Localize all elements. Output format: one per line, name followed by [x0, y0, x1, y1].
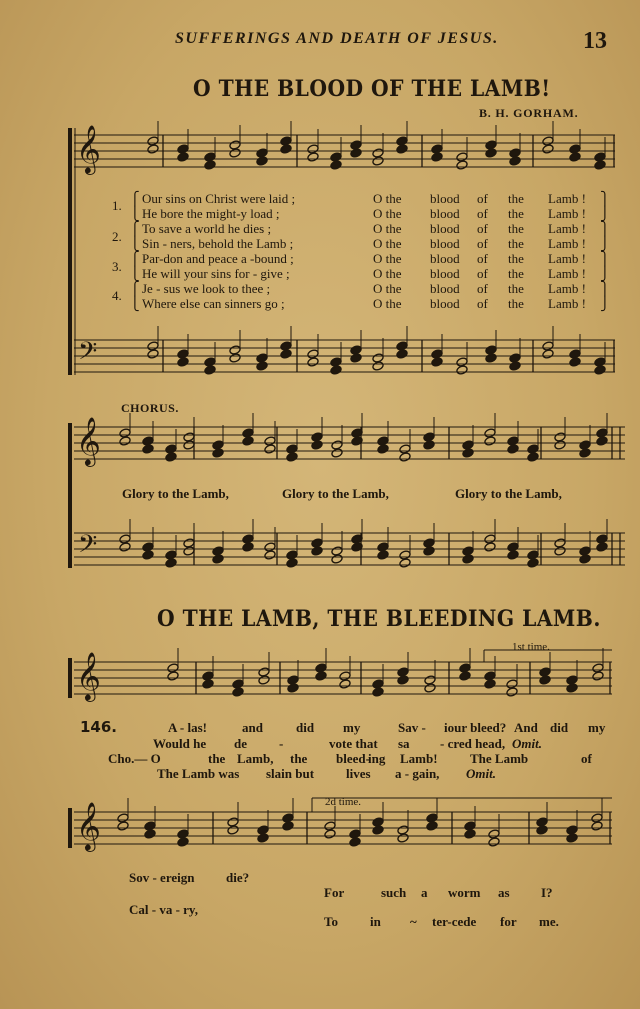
note — [315, 671, 327, 681]
chorus-lyric: Glory to the Lamb, — [122, 486, 229, 501]
first-time-label: 1st time. — [512, 641, 550, 653]
note — [527, 452, 539, 462]
note — [330, 160, 342, 170]
note — [242, 542, 254, 552]
note — [311, 440, 323, 450]
hymn2-end-lyric: such — [381, 885, 407, 900]
note — [144, 829, 156, 839]
refrain-word: of — [477, 236, 488, 251]
hymn2-end-lyric: as — [498, 885, 510, 900]
note — [372, 361, 384, 371]
note — [579, 448, 591, 458]
note — [229, 353, 241, 363]
note — [282, 821, 294, 831]
note — [569, 357, 581, 367]
note — [242, 436, 254, 446]
note — [142, 444, 154, 454]
hymn2-lyric: And — [514, 720, 538, 735]
hymn2-lyric: the — [208, 751, 226, 766]
note — [280, 349, 292, 359]
hymn2-end-lyric: For — [324, 885, 345, 900]
note — [350, 148, 362, 158]
note — [204, 160, 216, 170]
verse-brace: ⎩ — [130, 236, 140, 251]
refrain-word: blood — [430, 281, 460, 296]
note — [147, 144, 159, 154]
refrain-word: O the — [373, 266, 402, 281]
hymn2-lyric: sa — [398, 736, 410, 751]
hymn1-title: O THE BLOOD OF THE LAMB! — [193, 76, 551, 102]
refrain-word: Lamb ! — [548, 236, 586, 251]
note — [212, 448, 224, 458]
hymn2-lyric: - cred head, — [440, 736, 506, 751]
note — [506, 687, 518, 697]
hymn2-end-lyric: die? — [226, 870, 250, 885]
note — [227, 825, 239, 835]
hymn2-lyric: and — [242, 720, 263, 735]
bass-clef: 𝄢 — [78, 530, 98, 565]
verse-brace: ⎫ — [600, 221, 610, 236]
verse-number: 1. — [112, 198, 122, 213]
section-title: SUFFERINGS AND DEATH OF JESUS. — [175, 30, 499, 47]
note — [397, 833, 409, 843]
note — [423, 546, 435, 556]
note — [596, 436, 608, 446]
hymn2-lyric: Lamb! — [400, 751, 438, 766]
verse-line: He will your sins for - give ; — [142, 266, 290, 281]
note — [397, 675, 409, 685]
refrain-word: Lamb ! — [548, 296, 586, 311]
note — [330, 365, 342, 375]
refrain-word: Lamb ! — [548, 251, 586, 266]
hymn2-end-lyric: ~ — [410, 914, 417, 929]
note — [165, 558, 177, 568]
refrain-word: the — [508, 251, 524, 266]
note — [423, 440, 435, 450]
note — [372, 687, 384, 697]
note — [287, 683, 299, 693]
note — [183, 546, 195, 556]
hymn2-lyric: The Lamb was — [157, 766, 240, 781]
note — [594, 365, 606, 375]
note — [507, 550, 519, 560]
note — [256, 156, 268, 166]
bass-clef: 𝄢 — [78, 337, 98, 372]
note — [509, 156, 521, 166]
verse-line: Sin - ners, behold the Lamb ; — [142, 236, 294, 251]
note — [464, 829, 476, 839]
note — [339, 679, 351, 689]
refrain-word: O the — [373, 206, 402, 221]
refrain-word: of — [477, 296, 488, 311]
note — [456, 160, 468, 170]
note — [377, 444, 389, 454]
note — [594, 160, 606, 170]
note — [509, 361, 521, 371]
treble-clef: 𝄞 — [76, 124, 101, 173]
note — [569, 152, 581, 162]
hymn2-lyric: of — [581, 751, 592, 766]
verse-line: He bore the might-y load ; — [142, 206, 280, 221]
hymn2-end-lyric: Cal - va - ry, — [129, 902, 198, 917]
note — [396, 144, 408, 154]
refrain-word: blood — [430, 191, 460, 206]
note — [488, 837, 500, 847]
treble-clef: 𝄞 — [76, 651, 101, 700]
refrain-word: O the — [373, 251, 402, 266]
verse-line: Where else can sinners go ; — [142, 296, 285, 311]
note — [426, 821, 438, 831]
refrain-word: O the — [373, 221, 402, 236]
note — [396, 349, 408, 359]
hymn2-lyric: slain but — [266, 766, 315, 781]
hymn2-lyric: a - gain, — [395, 766, 440, 781]
hymn2-lyric: did — [550, 720, 569, 735]
hymn2-lyric: Cho.— O — [108, 751, 161, 766]
refrain-word: O the — [373, 296, 402, 311]
verse-brace: ⎫ — [600, 281, 610, 296]
hymn2-lyric: de — [234, 736, 247, 751]
note — [331, 448, 343, 458]
note — [177, 152, 189, 162]
note — [349, 837, 361, 847]
verse-line: To save a world he dies ; — [142, 221, 272, 236]
note — [232, 687, 244, 697]
hymn2-lyric: did — [296, 720, 315, 735]
refrain-word: blood — [430, 266, 460, 281]
refrain-word: Lamb ! — [548, 281, 586, 296]
verse-brace: ⎩ — [130, 206, 140, 221]
note — [229, 148, 241, 158]
note — [372, 825, 384, 835]
hymn2-lyric: Would he — [153, 736, 207, 751]
refrain-word: of — [477, 281, 488, 296]
note — [307, 152, 319, 162]
note — [177, 357, 189, 367]
note — [350, 353, 362, 363]
note — [264, 550, 276, 560]
hymn2-lyric: A - las! — [168, 720, 207, 735]
note — [566, 683, 578, 693]
refrain-word: the — [508, 266, 524, 281]
hymn2-lyric: Omit. — [512, 736, 542, 751]
hymn2-lyric: the — [290, 751, 308, 766]
refrain-word: of — [477, 251, 488, 266]
note — [204, 365, 216, 375]
hymn2-end-lyric: To — [324, 914, 338, 929]
note — [119, 542, 131, 552]
refrain-word: the — [508, 236, 524, 251]
hymn2-title: O THE LAMB, THE BLEEDING LAMB. — [157, 606, 601, 632]
note — [566, 833, 578, 843]
hymn2-end-lyric: in — [370, 914, 381, 929]
note — [539, 675, 551, 685]
verse-brace: ⎭ — [600, 296, 610, 311]
hymn2-end-lyric: me. — [539, 914, 559, 929]
note — [212, 554, 224, 564]
note — [485, 353, 497, 363]
chorus-lyric: Glory to the Lamb, — [455, 486, 562, 501]
note — [377, 550, 389, 560]
hymn2-end-lyric: ter-cede — [432, 914, 477, 929]
refrain-word: of — [477, 206, 488, 221]
refrain-word: Lamb ! — [548, 266, 586, 281]
note — [399, 452, 411, 462]
refrain-word: of — [477, 191, 488, 206]
verse-brace: ⎭ — [600, 236, 610, 251]
note — [431, 357, 443, 367]
refrain-word: Lamb ! — [548, 191, 586, 206]
hymn2-lyric: iour bleed? — [444, 720, 507, 735]
note — [331, 554, 343, 564]
hymn2-lyric: Sav - — [398, 720, 426, 735]
refrain-word: O the — [373, 281, 402, 296]
refrain-word: Lamb ! — [548, 206, 586, 221]
verse-number: 2. — [112, 229, 122, 244]
note — [554, 440, 566, 450]
note — [485, 148, 497, 158]
note — [311, 546, 323, 556]
verse-line: Par-don and peace a -bound ; — [142, 251, 294, 266]
verse-brace: ⎧ — [130, 221, 140, 236]
refrain-word: blood — [430, 206, 460, 221]
refrain-word: the — [508, 281, 524, 296]
hymn2-end-lyric: a — [421, 885, 428, 900]
note — [286, 558, 298, 568]
hymn2-lyric: Omit. — [466, 766, 496, 781]
note — [202, 679, 214, 689]
hymn2-lyric: my — [588, 720, 606, 735]
note — [542, 349, 554, 359]
note — [167, 671, 179, 681]
refrain-word: the — [508, 221, 524, 236]
hymn2-end-lyric: for — [500, 914, 517, 929]
treble-clef: 𝄞 — [76, 801, 101, 850]
note — [165, 452, 177, 462]
note — [399, 558, 411, 568]
note — [257, 833, 269, 843]
verse-line: Je - sus we look to thee ; — [142, 281, 271, 296]
verse-brace: ⎧ — [130, 251, 140, 266]
chorus-lyric: Glory to the Lamb, — [282, 486, 389, 501]
hymn2-lyric: Lamb, — [237, 751, 274, 766]
note — [117, 821, 129, 831]
note — [280, 144, 292, 154]
note — [542, 144, 554, 154]
hymn2-lyric: my — [343, 720, 361, 735]
note — [596, 542, 608, 552]
verse-brace: ⎧ — [130, 191, 140, 206]
treble-clef: 𝄞 — [76, 416, 101, 465]
note — [119, 436, 131, 446]
note — [536, 825, 548, 835]
second-time-label: 2d time. — [325, 796, 362, 808]
note — [554, 546, 566, 556]
hymn2-lyric: lives — [346, 766, 371, 781]
hymn2-lyric: The Lamb — [470, 751, 529, 766]
refrain-word: the — [508, 206, 524, 221]
hymn1-composer: B. H. GORHAM. — [479, 106, 579, 120]
verse-brace: ⎭ — [600, 206, 610, 221]
note — [142, 550, 154, 560]
verse-brace: ⎩ — [130, 296, 140, 311]
note — [431, 152, 443, 162]
note — [484, 436, 496, 446]
note — [256, 361, 268, 371]
hymn2-lyric: - — [279, 736, 284, 751]
verse-number: 4. — [112, 288, 122, 303]
verse-brace: ⎭ — [600, 266, 610, 281]
hymn2-number: 146. — [80, 718, 118, 736]
note — [307, 357, 319, 367]
note — [286, 452, 298, 462]
verse-brace: ⎩ — [130, 266, 140, 281]
refrain-word: Lamb ! — [548, 221, 586, 236]
verse-brace: ⎧ — [130, 281, 140, 296]
hymn2-lyric: ing — [368, 751, 386, 766]
refrain-word: of — [477, 266, 488, 281]
note — [484, 542, 496, 552]
refrain-word: blood — [430, 296, 460, 311]
note — [424, 683, 436, 693]
note — [264, 444, 276, 454]
note — [456, 365, 468, 375]
note — [591, 821, 603, 831]
hymn2-end-lyric: Sov - ereign — [129, 870, 195, 885]
hymn2-end-lyric: I? — [541, 885, 553, 900]
refrain-word: the — [508, 296, 524, 311]
verse-number: 3. — [112, 259, 122, 274]
note — [579, 554, 591, 564]
note — [462, 448, 474, 458]
note — [372, 156, 384, 166]
verse-line: Our sins on Christ were laid ; — [142, 191, 296, 206]
refrain-word: blood — [430, 221, 460, 236]
chorus-label: CHORUS. — [121, 401, 179, 415]
hymn2-end-lyric: worm — [448, 885, 481, 900]
note — [527, 558, 539, 568]
refrain-word: of — [477, 221, 488, 236]
note — [324, 829, 336, 839]
hymn2-lyric: vote that — [329, 736, 378, 751]
page-number: 13 — [583, 28, 607, 54]
refrain-word: blood — [430, 236, 460, 251]
note — [462, 554, 474, 564]
refrain-word: O the — [373, 191, 402, 206]
note — [147, 349, 159, 359]
refrain-word: the — [508, 191, 524, 206]
refrain-word: blood — [430, 251, 460, 266]
note — [507, 444, 519, 454]
note — [592, 671, 604, 681]
note — [183, 440, 195, 450]
hymn2-lyric: bleed- — [336, 751, 370, 766]
verse-brace: ⎫ — [600, 251, 610, 266]
note — [177, 837, 189, 847]
verse-brace: ⎫ — [600, 191, 610, 206]
note — [484, 679, 496, 689]
note — [459, 671, 471, 681]
refrain-word: O the — [373, 236, 402, 251]
note — [258, 675, 270, 685]
